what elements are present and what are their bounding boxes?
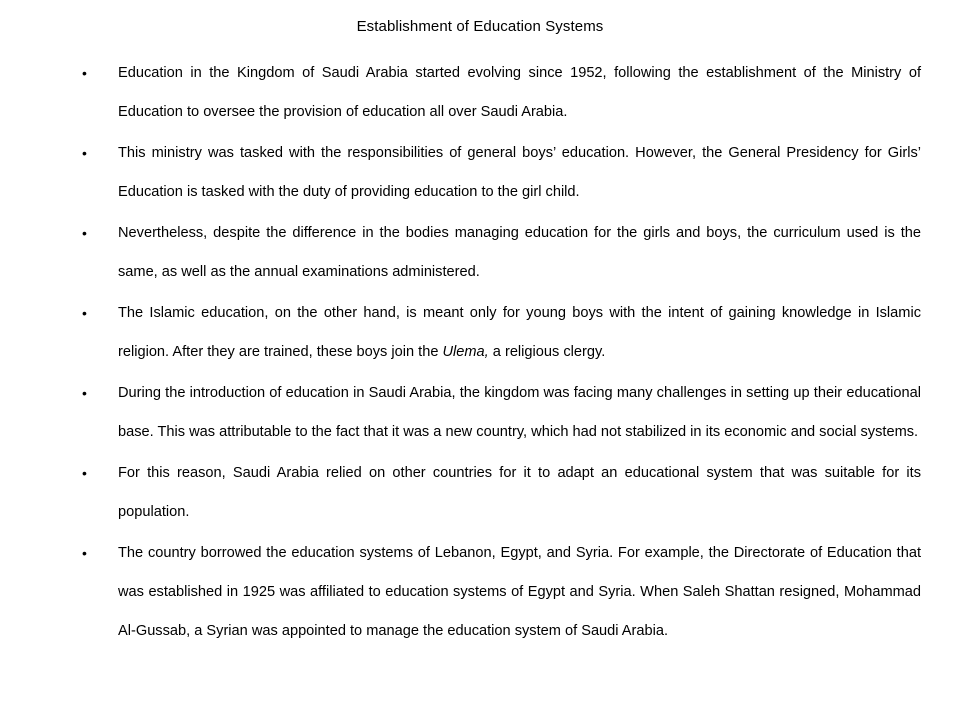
bullet-text-5: During the introduction of education in Saudi Arabia, the kingdom was facing many challenges in setting up their educational base. This was attributable to the fact that it was a new country, which had not stabilized in its economic and social systems. <box>118 385 921 440</box>
bullet-item-3 <box>0 214 960 292</box>
bullet-text-4-after: a religious clergy. <box>488 344 606 360</box>
bullet-text-3: Nevertheless, despite the difference in the bodies managing education for the girls and boys, the curriculum used is the same, as well as the annual examinations administered. <box>118 225 921 280</box>
bullet-text-4 <box>118 294 921 372</box>
bullet-marker: • <box>82 305 87 321</box>
bullet-item-4 <box>0 294 960 372</box>
bullet-item-1 <box>0 54 960 132</box>
bullet-marker: • <box>82 145 87 161</box>
bullet-text-6: For this reason, Saudi Arabia relied on other countries for it to adapt an educational system that was suitable for its population. <box>118 465 921 520</box>
bullet-text-2: This ministry was tasked with the responsibilities of general boys’ education. However, the General Presidency for Girls’ Education is tasked with the duty of providing education to the girl child. <box>118 145 921 200</box>
bullet-item-5 <box>0 374 960 452</box>
bullet-marker: • <box>82 65 87 81</box>
bullet-text-7: The country borrowed the education systems of Lebanon, Egypt, and Syria. For example, the Directorate of Education that was established in 1925 was affiliated to education systems of Egypt and Syria. When Saleh Shattan resigned, Mohammad Al-Gussab, a Syrian was appointed to manage the education system of Saudi Arabia. <box>118 545 921 639</box>
slide-title: Establishment of Education Systems <box>356 18 604 35</box>
bullet-text-1: Education in the Kingdom of Saudi Arabia started evolving since 1952, following the establishment of the Ministry of Education to oversee the provision of education all over Saudi Arabia. <box>118 65 921 120</box>
bullet-item-7 <box>0 534 960 651</box>
bullet-marker: • <box>82 385 87 401</box>
bullet-list <box>0 54 960 653</box>
bullet-item-2 <box>0 134 960 212</box>
bullet-marker: • <box>82 545 87 561</box>
bullet-text-4-italic: Ulema, <box>442 344 489 360</box>
bullet-marker: • <box>82 225 87 241</box>
bullet-item-6 <box>0 454 960 532</box>
bullet-text-4-before: The Islamic education, on the other hand, is meant only for young boys with the intent of gaining knowledge in Islamic religion. After they are trained, these boys join the <box>118 305 921 360</box>
bullet-marker: • <box>82 465 87 481</box>
